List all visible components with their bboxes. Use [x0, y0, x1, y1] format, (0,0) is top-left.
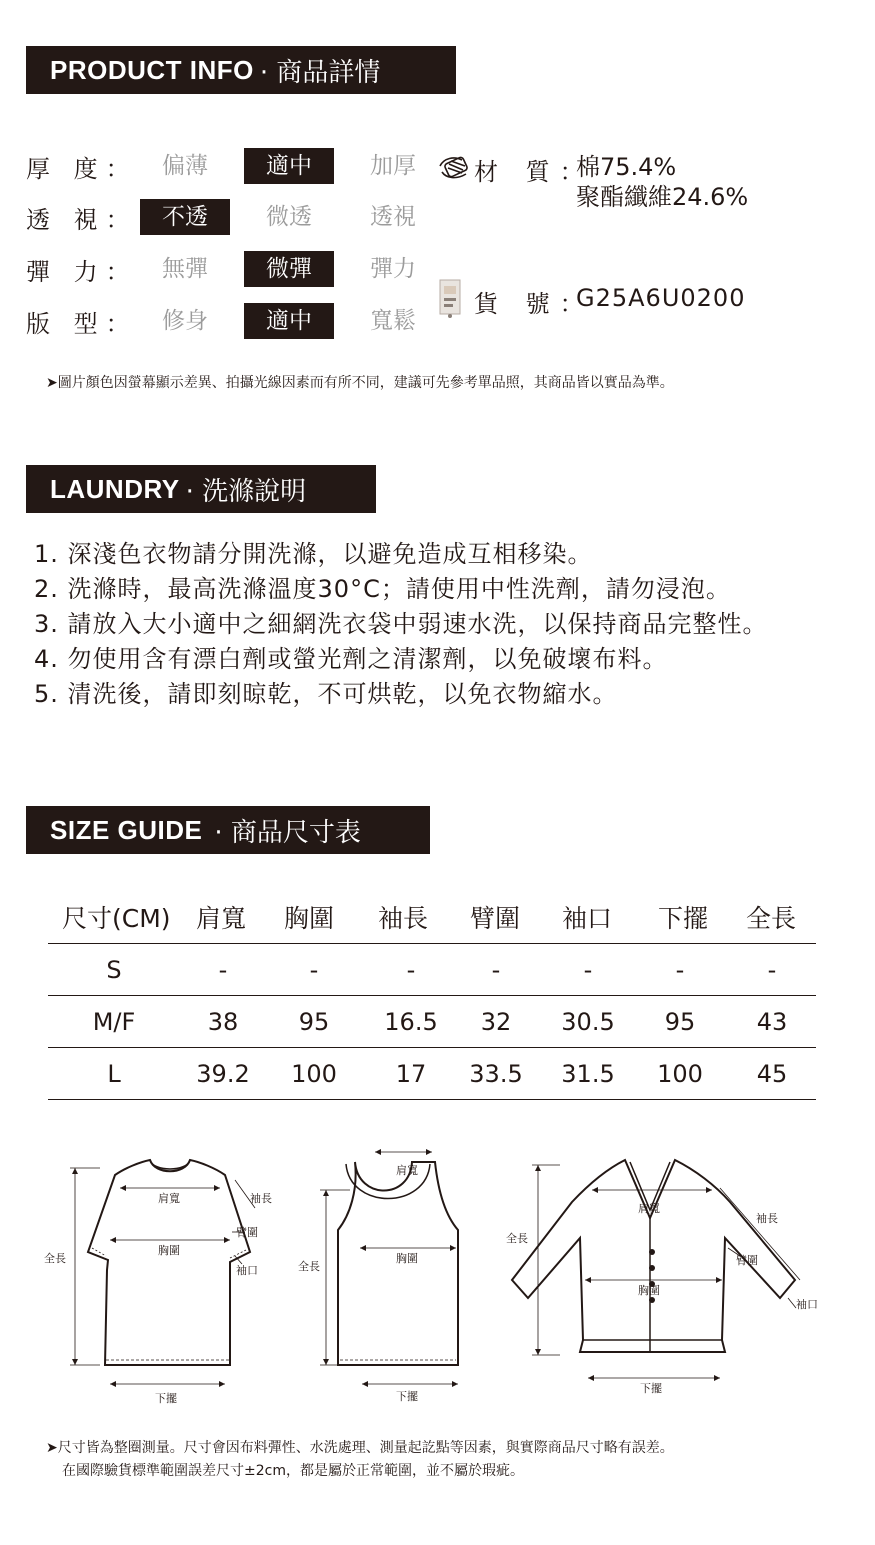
size-cell: 95	[298, 1007, 330, 1036]
attribute-row	[26, 250, 438, 288]
size-cell: 31.5	[561, 1059, 615, 1088]
laundry-item: 3. 請放入大小適中之細網洗衣袋中弱速水洗，以保持商品完整性。	[34, 610, 768, 638]
size-table	[48, 890, 816, 1100]
size-cell: -	[675, 955, 685, 984]
size-cell: 33.5	[469, 1059, 523, 1088]
attribute-option: 微透	[266, 204, 312, 230]
size-table-row	[48, 1048, 816, 1100]
attribute-option: 彈力	[370, 256, 416, 282]
size-cell: -	[583, 955, 593, 984]
laundry-item: 1. 深淺色衣物請分開洗滌，以避免造成互相移染。	[34, 540, 593, 568]
size-col-header: 袖口	[562, 903, 613, 933]
tank-label-chest: 胸圍	[396, 1252, 418, 1265]
size-cell: -	[406, 955, 416, 984]
tshirt-label-length: 全長	[44, 1252, 66, 1265]
tshirt-diagram	[40, 1140, 290, 1420]
laundry-item: 2. 洗滌時，最高洗滌溫度30°C；請使用中性洗劑，請勿浸泡。	[34, 575, 731, 603]
size-note-2: 在國際驗貨標準範圍誤差尺寸±2cm，都是屬於正常範圍，並不屬於瑕疵。	[62, 1463, 524, 1479]
size-col-header: 袖長	[378, 903, 429, 933]
size-col-header: 全長	[746, 903, 797, 933]
tank-label-length: 全長	[298, 1260, 320, 1273]
attribute-option: 透視	[370, 204, 416, 230]
attribute-options	[140, 199, 438, 235]
size-row-label: S	[106, 955, 122, 984]
size-table-header-row	[48, 890, 816, 944]
tshirt-label-arm: 臂圍	[236, 1226, 258, 1239]
code-label: 貨 號：	[474, 290, 594, 318]
size-guide-header-en: SIZE GUIDE	[50, 814, 203, 845]
size-guide-header	[26, 806, 430, 854]
laundry-header	[26, 465, 376, 513]
attribute-options	[140, 303, 438, 339]
tank-label-shoulder: 肩寬	[396, 1164, 418, 1177]
cardigan-label-cuff: 袖口	[796, 1298, 818, 1311]
size-row-label: L	[107, 1059, 121, 1088]
tag-icon	[438, 276, 464, 320]
size-table-row	[48, 944, 816, 996]
thread-spool-icon	[436, 152, 474, 182]
attribute-row	[26, 302, 438, 340]
tshirt-label-cuff: 袖口	[236, 1264, 258, 1277]
size-cell: 38	[207, 1007, 239, 1036]
size-cell: 45	[756, 1059, 788, 1088]
size-col-header: 胸圍	[284, 903, 335, 933]
attribute-options	[140, 251, 438, 287]
size-col-header: 下擺	[658, 903, 709, 933]
attribute-option: 修身	[162, 308, 208, 334]
product-info-note: ➤圖片顏色因螢幕顯示差異、拍攝光線因素而有所不同，建議可先參考單品照，其商品皆以實品為準。	[46, 375, 674, 391]
cardigan-label-shoulder: 肩寬	[638, 1202, 660, 1215]
size-cell: 43	[756, 1007, 788, 1036]
size-cell: 100	[291, 1059, 337, 1088]
size-cell: -	[767, 955, 777, 984]
product-info-header-en: PRODUCT INFO	[50, 54, 254, 85]
tshirt-label-shoulder: 肩寬	[158, 1192, 180, 1205]
attribute-row	[26, 147, 438, 185]
laundry-header-en: LAUNDRY	[50, 473, 180, 504]
size-col-header: 臂圍	[470, 903, 521, 933]
laundry-header-zh: · 洗滌說明	[185, 476, 307, 507]
size-cell: 39.2	[196, 1059, 250, 1088]
attribute-option: 加厚	[370, 153, 416, 179]
size-guide-header-zh: · 商品尺寸表	[214, 817, 361, 848]
material-value-2: 聚酯纖維24.6%	[576, 183, 749, 211]
material-value-1: 棉75.4%	[576, 153, 677, 181]
attribute-label: 厚 度：	[26, 154, 138, 183]
tshirt-label-chest: 胸圍	[158, 1244, 180, 1257]
attribute-label: 版 型：	[26, 309, 138, 338]
size-col-header: 尺寸(CM)	[62, 903, 171, 933]
product-info-header	[26, 46, 456, 94]
attribute-row	[26, 198, 438, 236]
attribute-option: 寬鬆	[370, 308, 416, 334]
code-value: G25A6U0200	[576, 284, 746, 312]
size-cell: 100	[657, 1059, 703, 1088]
attribute-option-selected: 微彈	[244, 251, 334, 287]
size-cell: -	[491, 955, 501, 984]
size-cell: 32	[480, 1007, 512, 1036]
cardigan-diagram	[500, 1140, 830, 1420]
size-cell: 17	[395, 1059, 427, 1088]
attribute-label: 彈 力：	[26, 257, 138, 286]
laundry-list	[34, 537, 768, 712]
attribute-options	[140, 148, 438, 184]
attribute-label: 透 視：	[26, 205, 138, 234]
laundry-item: 5. 清洗後，請即刻晾乾，不可烘乾，以免衣物縮水。	[34, 680, 618, 708]
attribute-option-selected: 適中	[244, 303, 334, 339]
size-cell: -	[218, 955, 228, 984]
tshirt-label-sleeve: 袖長	[250, 1192, 272, 1205]
cardigan-label-hem: 下擺	[640, 1382, 662, 1395]
size-cell: 30.5	[561, 1007, 615, 1036]
size-table-row	[48, 996, 816, 1048]
size-cell: 16.5	[384, 1007, 438, 1036]
tank-label-hem: 下擺	[396, 1390, 418, 1403]
material-label: 材 質：	[474, 158, 594, 186]
attribute-option: 偏薄	[162, 153, 208, 179]
cardigan-label-arm: 臂圍	[736, 1254, 758, 1267]
size-cell: -	[309, 955, 319, 984]
size-cell: 95	[664, 1007, 696, 1036]
size-note-1: ➤尺寸皆為整圈測量。尺寸會因布料彈性、水洗處理、測量起訖點等因素，與實際商品尺寸略有誤差。	[46, 1440, 674, 1456]
size-col-header: 肩寬	[196, 903, 247, 933]
size-row-label: M/F	[92, 1007, 136, 1036]
cardigan-label-sleeve: 袖長	[756, 1212, 778, 1225]
attribute-option-selected: 適中	[244, 148, 334, 184]
tank-diagram	[290, 1140, 500, 1420]
cardigan-label-chest: 胸圍	[638, 1284, 660, 1297]
attribute-option: 無彈	[162, 256, 208, 282]
attribute-option-selected: 不透	[140, 199, 230, 235]
cardigan-label-length: 全長	[506, 1232, 528, 1245]
laundry-item: 4. 勿使用含有漂白劑或螢光劑之清潔劑，以免破壞布料。	[34, 645, 668, 673]
product-info-header-zh: · 商品詳情	[259, 57, 381, 88]
tshirt-label-hem: 下擺	[155, 1392, 177, 1405]
